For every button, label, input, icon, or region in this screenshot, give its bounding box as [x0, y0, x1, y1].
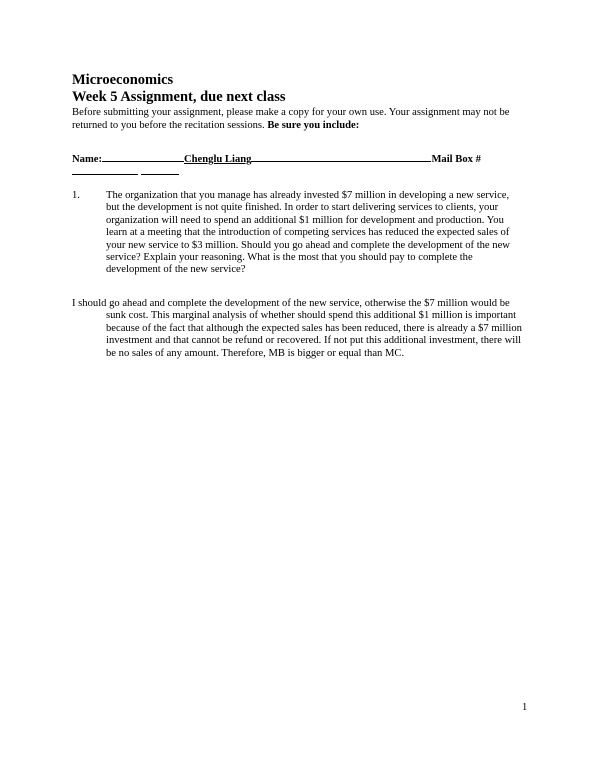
name-value: Chenglu Liang [184, 154, 252, 165]
mailbox-label: Mail Box # [431, 154, 481, 165]
name-blank-left [102, 150, 184, 162]
instructions-paragraph [72, 106, 532, 132]
instructions-emphasis: Be sure you include: [267, 120, 360, 131]
name-blank-right [251, 150, 431, 162]
name-label: Name: [72, 154, 103, 165]
answer-paragraph: I should go ahead and complete the development of the new service, otherwise the $7 million would be sunk cost. This marginal analysis of whether should spend this additional $1 million is important because of the fact that although the expected sales has been reduced, there is already a $7 million investment and that cannot be refund or recovered. If not put this additional investment, there will be no sales of any amount. Therefore, MB is bigger or equal than MC. [72, 298, 522, 359]
page-number: 1 [522, 702, 528, 713]
mailbox-blank-1 [72, 163, 138, 175]
question-1 [72, 190, 532, 277]
instructions-text: Before submitting your assignment, please make a copy for your own use. Your assignment may not be returned to you before the recitation sessions. [72, 107, 510, 131]
question-text: The organization that you manage has already invested $7 million in developing a new service, but the development is not quite finished. In order to start delivering services to clients, your organization will need to spend an additional $1 million for development and production. You learn at a meeting that the introduction of competing services has reduced the expected sales of your new service to $3 million. Should you go ahead and complete the development of the new service? Explain your reasoning. What is the most that you should pay to complete the development of the new service? [106, 190, 510, 276]
assignment-title: Week 5 Assignment, due next class [72, 89, 286, 105]
mailbox-blanks [72, 163, 179, 179]
mailbox-blank-2 [141, 163, 179, 175]
course-title: Microeconomics [72, 72, 174, 88]
question-number: 1. [72, 190, 80, 201]
